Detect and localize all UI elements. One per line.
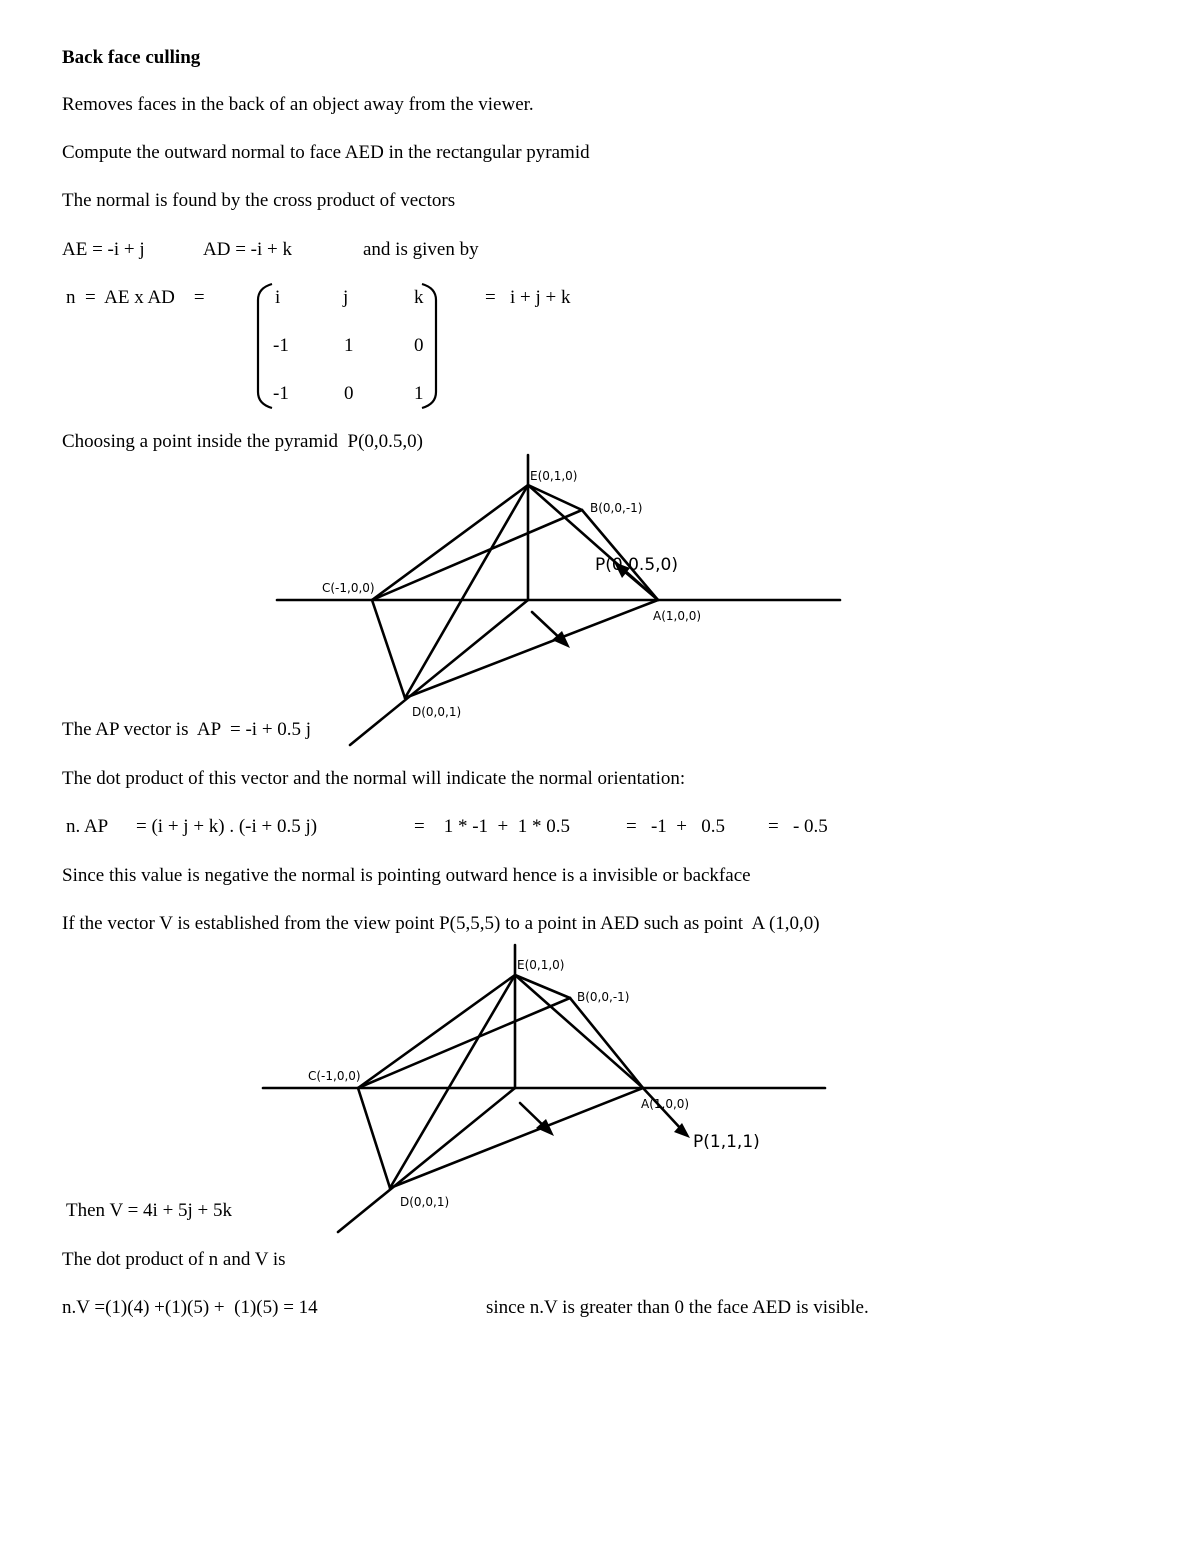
label-p: P(0,0.5,0) — [595, 555, 678, 575]
dot-step-3: = - 0.5 — [768, 816, 828, 837]
matrix-cell: i — [275, 287, 281, 308]
edge-da — [405, 600, 658, 698]
nv-visible-text: since n.V is greater than 0 the face AED is visible. — [486, 1297, 869, 1318]
matrix-cell: 0 — [344, 383, 354, 404]
then-v-text: Then V = 4i + 5j + 5k — [66, 1200, 233, 1221]
matrix-cell: 1 — [344, 335, 354, 356]
label-b: B(0,0,-1) — [590, 501, 643, 515]
dot-step-2: = -1 + 0.5 — [626, 816, 726, 837]
normal-result: = i + j + k — [485, 287, 571, 308]
matrix-cell: k — [414, 287, 424, 308]
edge-eb — [528, 485, 582, 510]
label-b: B(0,0,-1) — [577, 990, 630, 1004]
edge-ed — [390, 975, 515, 1188]
dot-intro-text: The dot product of this vector and the normal will indicate the normal orientation: — [62, 768, 686, 789]
edge-ed — [405, 485, 528, 698]
nv-calculation: n.V =(1)(4) +(1)(5) + (1)(5) = 14 — [62, 1297, 318, 1318]
label-e: E(0,1,0) — [530, 469, 578, 483]
edge-ba — [570, 998, 643, 1088]
label-d: D(0,0,1) — [412, 705, 462, 719]
ad-vector: AD = -i + k — [203, 239, 292, 260]
edge-eb — [515, 975, 570, 998]
label-p: P(1,1,1) — [693, 1132, 760, 1152]
z-axis — [350, 600, 528, 745]
choose-point-text: Choosing a point inside the pyramid P(0,0.5,0) — [62, 431, 423, 452]
dot-expression: n. AP — [66, 816, 109, 837]
if-vector-text: If the vector V is established from the view point P(5,5,5) to a point in AED such as point A (1,0,0) — [62, 913, 820, 934]
label-e: E(0,1,0) — [517, 958, 565, 972]
ap-vector-text: The AP vector is AP = -i + 0.5 j — [62, 719, 312, 740]
normal-equation: n = AE x AD = — [66, 287, 205, 308]
label-c: C(-1,0,0) — [322, 581, 375, 595]
pyramid-figure-2 — [250, 940, 850, 1240]
matrix-cell: j — [343, 287, 349, 308]
ae-vector: AE = -i + j — [62, 239, 145, 260]
matrix-cell: -1 — [273, 383, 289, 404]
page-title: Back face culling — [62, 47, 201, 68]
edge-cd — [358, 1088, 390, 1188]
intro-text: Removes faces in the back of an object away from the viewer. — [62, 94, 534, 115]
dot-nv-text: The dot product of n and V is — [62, 1249, 286, 1270]
label-a: A(1,0,0) — [653, 609, 702, 623]
normal-found-text: The normal is found by the cross product of vectors — [62, 190, 456, 211]
edge-cd — [372, 600, 405, 698]
matrix-cell: -1 — [273, 335, 289, 356]
given-text: and is given by — [363, 239, 479, 260]
dot-expression-2: = (i + j + k) . (-i + 0.5 j) — [136, 816, 318, 837]
label-a: A(1,0,0) — [641, 1097, 690, 1111]
compute-text: Compute the outward normal to face AED in the rectangular pyramid — [62, 142, 590, 163]
since-negative-text: Since this value is negative the normal is pointing outward hence is a invisible or backface — [62, 865, 751, 886]
pyramid-figure-1 — [260, 450, 860, 750]
matrix-cell: 1 — [414, 383, 424, 404]
edge-da — [390, 1088, 643, 1188]
label-d: D(0,0,1) — [400, 1195, 450, 1209]
label-c: C(-1,0,0) — [308, 1069, 361, 1083]
matrix-cell: 0 — [414, 335, 424, 356]
dot-step-1: = 1 * -1 + 1 * 0.5 — [414, 816, 571, 837]
